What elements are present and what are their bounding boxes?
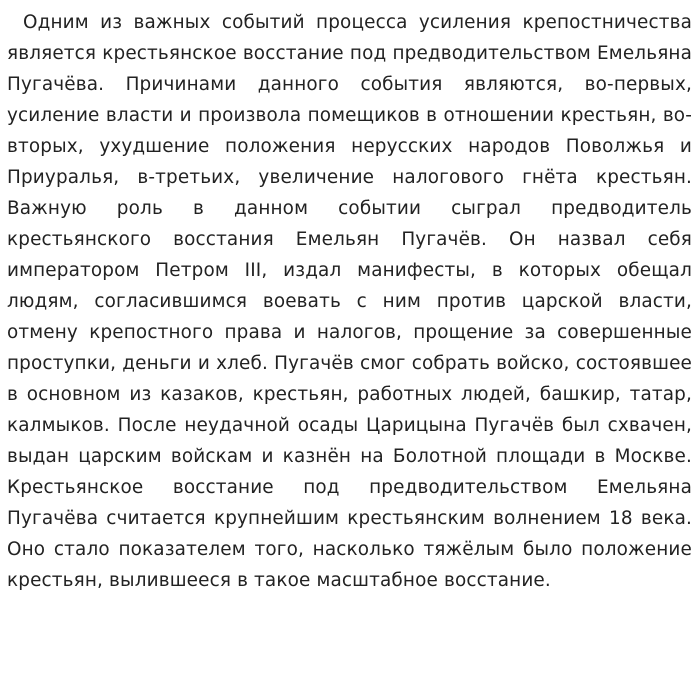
essay-paragraph: Одним из важных событий процесса усиления крепостничества является крестьянское восстание под предводительством Емельяна Пугачёва. Причинами данного события являются, во-первых, усиление власти и произвола помещиков в отношении крестьян, во-вторых, ухудшение положения нерусских народов Поволжья и Приуралья, в-третьих, увеличение налогового гнёта крестьян. Важную роль в данном событии сыграл предводитель крестьянского восстания Емельян Пугачёв. Он назвал себя императором Петром III, издал манифесты, в которых обещал людям, согласившимся воевать с ним против царской власти, отмену крепостного права и налогов, прощение за совершенные проступки, деньги и хлеб. Пугачёв смог собрать войско, состоявшее в основном из казаков, крестьян, работных людей, башкир, татар, калмыков. После неудачной осады Царицына Пугачёв был схвачен, выдан царским войскам и казнён на Болотной площади в Москве. Крестьянское восстание под предводительством Емельяна Пугачёва считается крупнейшим крестьянским волнением 18 века. Оно стало показателем того, насколько тяжёлым было положение крестьян, вылившееся в такое масштабное восстание. bbox=[7, 12, 692, 591]
